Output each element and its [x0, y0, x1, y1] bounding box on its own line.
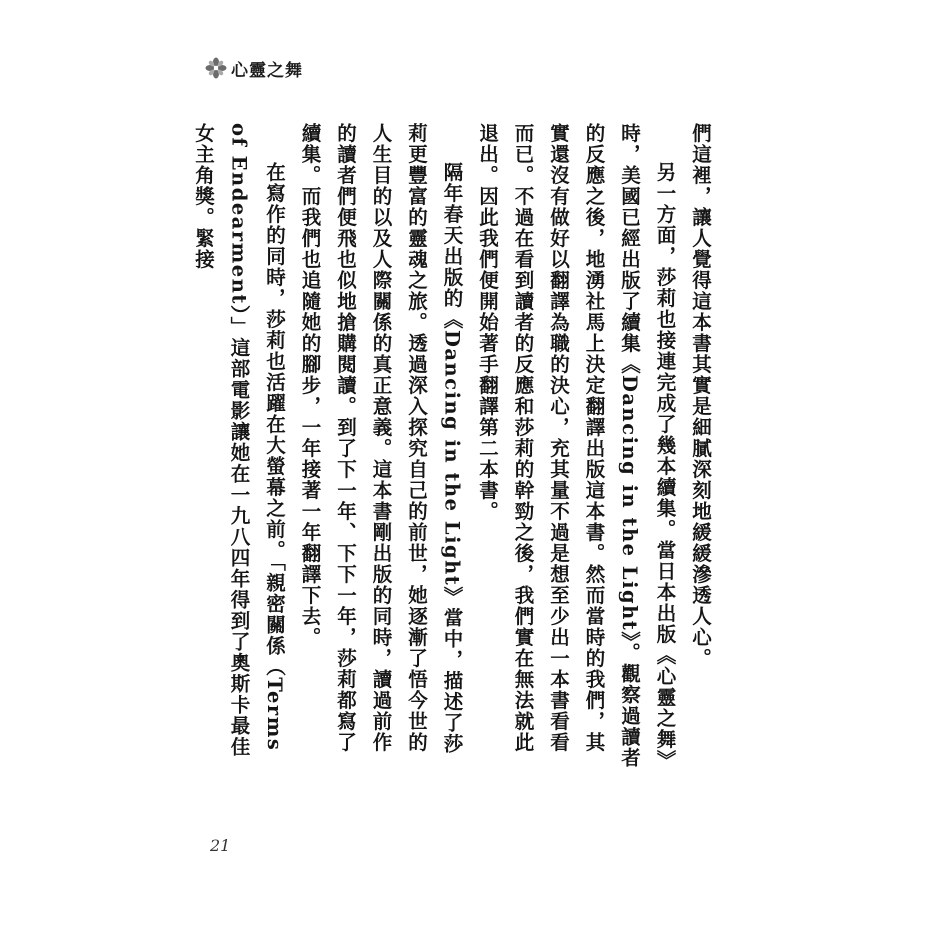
paragraph-4: 在寫作的同時，莎莉也活躍在大螢幕之前。「親密關係（Terms of Endearment）」這部電影讓她在一九八四年得到了奧斯卡最佳女主角獎。緊接	[192, 123, 286, 758]
page-number: 21	[210, 836, 231, 855]
paragraph-1: 們這裡，讓人覺得這本書其實是細膩深刻地緩緩滲透人心。	[689, 123, 712, 669]
book-title: 心靈之舞	[231, 60, 303, 81]
paragraph-2: 另一方面，莎莉也接連完成了幾本續集。當日本出版《心靈之舞》時，美國已經出版了續集《Dancing in the Light》。觀察過讀者的反應之後，地湧社馬上決定翻譯出版這本書。然而當時的我們，其實還沒有做好以翻譯為職的決心，充其量不過是想至少出一本書看看而已。不過在看到讀者的反應和莎莉的幹勁之後，我們實在無法就此退出。因此我們便開始著手翻譯第二本書。	[476, 123, 677, 771]
body-text	[192, 123, 718, 773]
running-header	[205, 55, 303, 81]
paragraph-3: 隔年春天出版的《Dancing in the Light》當中，描述了莎莉更豐富的靈魂之旅。透過深入探究自己的前世，她逐漸了悟今世的人生目的以及人際關係的真正意義。這本書剛出版的同時，讀過前作的讀者們便飛也似地搶購閱讀。到了下一年、下下一年，莎莉都寫了續集。而我們也追隨她的腳步，一年接著一年翻譯下去。	[298, 123, 464, 755]
flower-ornament-icon	[205, 57, 227, 79]
